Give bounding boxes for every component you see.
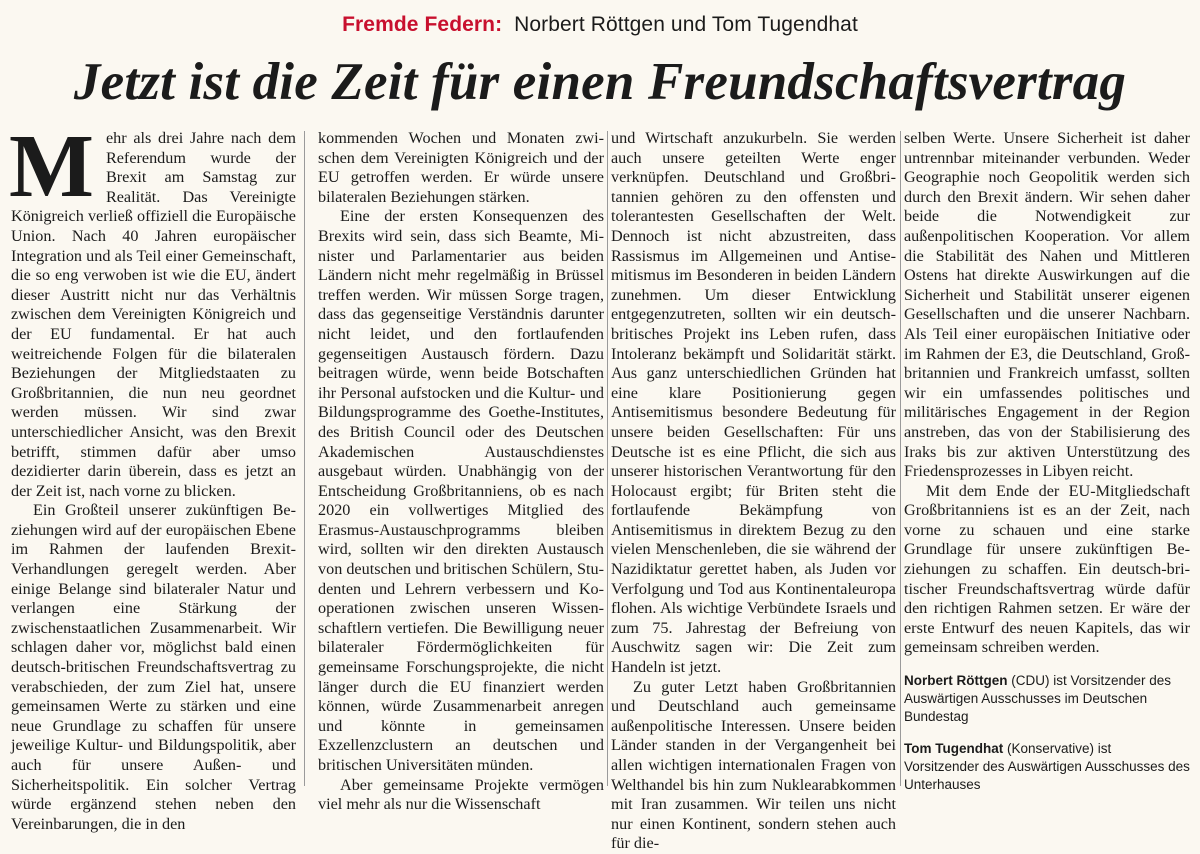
article-paragraph: kommenden Wochen und Monaten zwischen dem Vereinigten Königreich und der EU getroffen werden. Er würde unsere bilateralen Beziehungen stärken. xyxy=(318,129,604,206)
author-name: Norbert Röttgen xyxy=(904,673,1008,689)
article-paragraph: selben Werte. Unsere Sicherheit ist daher untrennbar miteinander verbunden. Weder Geographie noch Geopolitik werden sich durch den Brexit ändern. Wir sehen daher beide die Notwendigkeit zur außenpolitischen Kooperation. Vor allem die Stabilität des Nahen und Mittleren Ostens hat direkte Auswirkungen auf die Sicherheit und Stabilität unserer eigenen Gesellschaften und die unserer Nachbarn. Als Teil einer europäischen Initiative oder im Rahmen der E3, die Deutschland, Großbritannien und Frankreich umfasst, sollten wir ein umfassendes politisches und militärisches Engagement in der Region anstreben, das von der Stabilisierung des Iraks bis zur aktiven Unterstützung des Friedensprozesses in Libyen reicht. xyxy=(904,129,1190,481)
article-paragraph: Mit dem Ende der EU-Mitgliedschaft Großbritanniens ist es an der Zeit, nach vorne zu schauen und eine starke Grundlage für unsere zukünftigen Beziehungen zu schaffen. Ein deutsch-britischer Freundschaftsvertrag würde dafür den richtigen Rahmen setzen. Er wäre der erste Entwurf des neuen Kapitels, das wir gemeinsam schreiben werden. xyxy=(904,481,1190,657)
article-paragraph: Eine der ersten Konsequenzen des Brexits wird sein, dass sich Beamte, Minister und Parlamentarier aus beiden Ländern nicht mehr regelmäßig in Brüssel treffen werden. Wir müssen Sorge tragen, dass das gegenseitige Verständnis darunter nicht leidet, und den fortlaufenden gegenseitigen Austausch fördern. Dazu beitragen würde, wenn beide Botschaften ihr Personal aufstocken und die Kultur- und Bildungsprogramme des Goethe-Institutes, des British Council oder des Deutschen Akademischen Austauschdienstes ausgebaut würden. Unabhängig von der Entscheidung Großbritanniens, ob es nach 2020 ein vollwertiges Mitglied des Erasmus-Austauschprogramms bleiben wird, sollten wir den direkten Austausch von deutschen und britischen Schülern, Studenten und Lehrern verbessern und Kooperationen zwischen unseren Wissenschaftlern vertiefen. Die Bewilligung neuer bilateraler Fördermöglichkeiten für gemeinsame Forschungsprojekte, die nicht länger durch die EU finanziert werden können, würde Zusammenarbeit anregen und könnte in gemeinsamen Exzellenzclustern an deutschen und britischen Universitäten münden. xyxy=(318,207,604,774)
article-paragraph: Mehr als drei Jahre nach dem Referendum wurde der Brexit am Samstag zur Realität. Das Vereinigte Königreich verließ offiziell die Europäische Union. Nach 40 Jahren europäischer Integration und als Teil einer Gemeinschaft, die so eng verwoben ist wie die EU, ändert dieser Austritt nicht nur das Verhältnis zwischen dem Vereinigten Königreich und der EU fundamental. Er hat auch weitreichende Folgen für die bilateralen Beziehungen der Mitgliedstaaten zu Großbritannien, die nun neu geordnet werden müssen. Wir sind zwar unterschiedlicher Ansicht, was den Brexit betrifft, stimmen dafür aber umso dezidierter darin überein, dass es jetzt an der Zeit ist, nach vorne zu blicken. xyxy=(9,117,296,500)
kicker-label: Fremde Federn: xyxy=(342,13,503,36)
column-rule xyxy=(900,131,901,786)
article-paragraph: Zu guter Letzt haben Großbritannien und Deutschland auch gemeinsame außenpolitische Interessen. Unsere beiden Länder standen in der Vergangenheit bei allen wichtigen internationalen Fragen von Welthandel bis hin zum Nuklearabkommen mit Iran zusammen. Wir teilen uns nicht nur einen Kontinent, sondern stehen auch für die- xyxy=(611,677,896,853)
article-column-1 xyxy=(9,117,296,833)
author-bio-tugendhat: Tom Tugendhat (Konservative) ist Vorsitzender des Auswärtigen Ausschusses des Unterhauses xyxy=(904,741,1190,793)
dropcap: M xyxy=(9,117,94,216)
article-column-3 xyxy=(611,129,896,853)
author-bio-roettgen: Norbert Röttgen (CDU) ist Vorsitzender des Auswärtigen Ausschusses im Deutschen Bundestag xyxy=(904,673,1172,725)
kicker-authors: Norbert Röttgen und Tom Tugendhat xyxy=(514,13,858,36)
author-name: Tom Tugendhat xyxy=(904,741,1004,757)
article-paragraph: und Wirtschaft anzukurbeln. Sie werden auch unsere geteilten Werte enger verknüpfen. Deutschland und Großbritannien gehören zu den offensten und tolerantesten Gesellschaften der Welt. Dennoch ist nicht abzustreiten, dass Rassismus im Allgemeinen und Antisemitismus im Besonderen in beiden Ländern zunehmen. Um dieser Entwicklung entgegenzutreten, sollten wir ein deutsch-britisches Projekt ins Leben rufen, dass Intoleranz bekämpft und Solidarität stärkt. Aus ganz unterschiedlichen Gründen hat eine klare Positionierung gegen Antisemitismus besondere Bedeutung für unsere beiden Gesellschaften: Für uns Deutsche ist es eine Pflicht, die sich aus unserer historischen Verantwortung für den Holocaust ergibt; für Briten steht die fortlaufende Bekämpfung von Antisemitismus in direktem Bezug zu den vielen Menschenleben, die sie während der Nazidiktatur gerettet haben, als Juden vor Verfolgung und Tod aus Kontinentaleuropa flohen. Als wichtige Verbündete Israels und zum 75. Jahrestag der Befreiung von Auschwitz sagen wir: Die Zeit zum Handeln ist jetzt. xyxy=(611,129,896,677)
article-paragraph: Aber gemeinsame Projekte vermögen viel mehr als nur die Wissenschaft xyxy=(318,775,604,814)
article-column-4 xyxy=(904,129,1190,791)
column-rule xyxy=(304,131,305,786)
column-rule xyxy=(607,131,608,786)
article-paragraph: Ein Großteil unserer zukünftigen Beziehungen wird auf der europäischen Ebene im Rahmen der laufenden Brexit-Verhandlungen geregelt werden. Aber einige Belange sind bilateraler Natur und verlangen eine Stärkung der zwischenstaatlichen Zusammenarbeit. Wir schlagen daher vor, möglichst bald einen deutsch-britischen Freundschaftsvertrag zu verabschieden, der zum Ziel hat, unsere gemeinsamen Werte zu stärken und eine neue Grundlage zu schaffen für unsere jeweilige Kultur- und Bildungspolitik, aber auch für unsere Außen- und Sicherheitspolitik. Ein solcher Vertrag würde ergänzend stehen neben den Vereinbarungen, die in den xyxy=(11,501,296,833)
kicker xyxy=(0,13,1200,37)
article-column-2 xyxy=(318,129,604,814)
headline: Jetzt ist die Zeit für einen Freundschaftsvertrag xyxy=(73,53,1127,111)
